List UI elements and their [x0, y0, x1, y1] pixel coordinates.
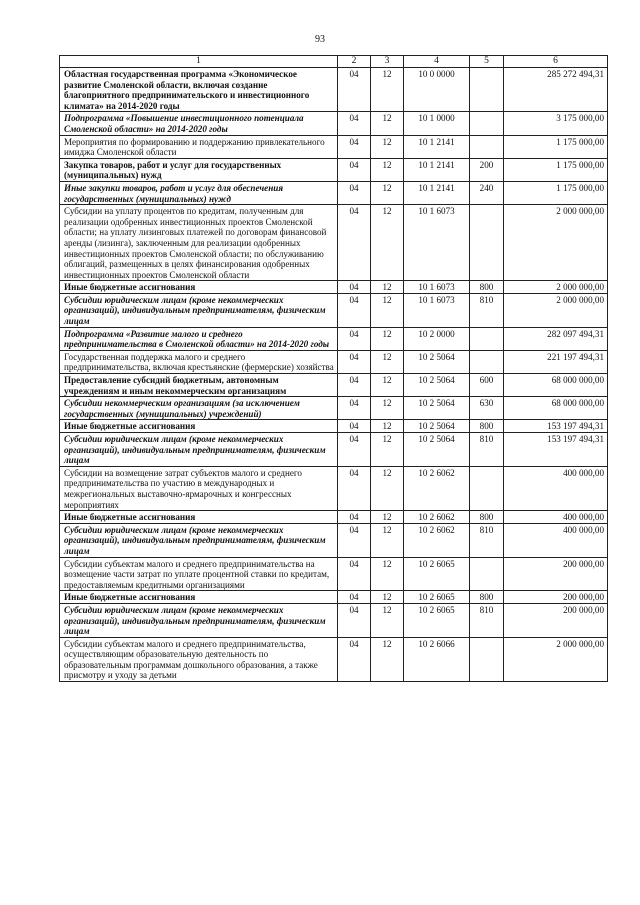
row-section-code: 04 [338, 591, 371, 604]
row-section-code: 04 [338, 112, 371, 135]
row-expense-type [470, 350, 504, 373]
row-section-code: 04 [338, 420, 371, 433]
row-target-article: 10 1 2141 [404, 181, 470, 204]
row-amount: 1 175 000,00 [504, 135, 608, 158]
row-amount: 68 000 000,00 [504, 374, 608, 397]
table-row [60, 397, 608, 420]
row-amount: 400 000,00 [504, 466, 608, 510]
row-name: Субсидии юридическим лицам (кроме некоммерческих организаций), индивидуальным предпринимателям, физическим лицам [60, 293, 338, 327]
row-section-code: 04 [338, 327, 371, 350]
row-subsection-code: 12 [371, 397, 404, 420]
row-section-code: 04 [338, 205, 371, 281]
row-section-code: 04 [338, 293, 371, 327]
row-amount: 2 000 000,00 [504, 293, 608, 327]
row-expense-type: 240 [470, 181, 504, 204]
table-row [60, 327, 608, 350]
row-section-code: 04 [338, 523, 371, 557]
row-subsection-code: 12 [371, 433, 404, 467]
row-target-article: 10 2 5064 [404, 350, 470, 373]
row-target-article: 10 2 6066 [404, 637, 470, 681]
row-target-article: 10 2 6062 [404, 523, 470, 557]
row-amount: 400 000,00 [504, 511, 608, 524]
row-target-article: 10 2 5064 [404, 420, 470, 433]
row-name: Субсидии на возмещение затрат субъектов малого и среднего предпринимательства по участию в международных и межрегиональных выставочно-ярмарочных и конгрессных мероприятиях [60, 466, 338, 510]
row-name: Иные бюджетные ассигнования [60, 281, 338, 294]
row-amount: 2 000 000,00 [504, 205, 608, 281]
row-section-code: 04 [338, 433, 371, 467]
row-target-article: 10 2 5064 [404, 374, 470, 397]
row-expense-type: 810 [470, 523, 504, 557]
row-subsection-code: 12 [371, 281, 404, 294]
row-amount: 1 175 000,00 [504, 158, 608, 181]
table-row [60, 420, 608, 433]
row-name: Подпрограмма «Развитие малого и среднего предпринимательства в Смоленской области» на 2014-2020 годы [60, 327, 338, 350]
row-target-article: 10 1 2141 [404, 135, 470, 158]
row-subsection-code: 12 [371, 293, 404, 327]
row-subsection-code: 12 [371, 350, 404, 373]
row-name: Иные закупки товаров, работ и услуг для обеспечения государственных (муниципальных) нужд [60, 181, 338, 204]
row-name: Субсидии некоммерческим организациям (за исключением государственных (муниципальных) учреждений) [60, 397, 338, 420]
header-col-6: 6 [504, 56, 608, 68]
header-col-2: 2 [338, 56, 371, 68]
row-section-code: 04 [338, 466, 371, 510]
page-number: 93 [315, 34, 325, 45]
row-name: Предоставление субсидий бюджетным, автономным учреждениям и иным некоммерческим организациям [60, 374, 338, 397]
row-section-code: 04 [338, 158, 371, 181]
row-expense-type [470, 466, 504, 510]
row-amount: 400 000,00 [504, 523, 608, 557]
table-row [60, 205, 608, 281]
row-subsection-code: 12 [371, 557, 404, 591]
row-name: Субсидии на уплату процентов по кредитам, полученным для реализации одобренных инвестиционных проектов Смоленской области; на уплату лизинговых платежей по договорам финансовой аренды (лизинга), заключенным для реализации одобренных инвестиционных проектов Смоленской области; по обслуживанию облигаций, размещенных в целях финансирования одобренных инвестиционных проектов Смоленской области [60, 205, 338, 281]
table-row [60, 374, 608, 397]
row-amount: 200 000,00 [504, 557, 608, 591]
row-amount: 3 175 000,00 [504, 112, 608, 135]
row-target-article: 10 2 6065 [404, 591, 470, 604]
table-row [60, 135, 608, 158]
table-row [60, 158, 608, 181]
row-amount: 2 000 000,00 [504, 281, 608, 294]
row-subsection-code: 12 [371, 158, 404, 181]
row-section-code: 04 [338, 557, 371, 591]
row-target-article: 10 0 0000 [404, 68, 470, 112]
row-subsection-code: 12 [371, 135, 404, 158]
row-name: Субсидии юридическим лицам (кроме некоммерческих организаций), индивидуальным предпринимателям, физическим лицам [60, 523, 338, 557]
row-expense-type [470, 205, 504, 281]
row-target-article: 10 2 5064 [404, 433, 470, 467]
row-amount: 200 000,00 [504, 591, 608, 604]
row-subsection-code: 12 [371, 603, 404, 637]
row-section-code: 04 [338, 281, 371, 294]
row-target-article: 10 1 2141 [404, 158, 470, 181]
row-name: Мероприятия по формированию и поддержанию привлекательного имиджа Смоленской области [60, 135, 338, 158]
table-row [60, 112, 608, 135]
row-target-article: 10 2 6065 [404, 603, 470, 637]
row-target-article: 10 1 6073 [404, 293, 470, 327]
table-row [60, 350, 608, 373]
row-section-code: 04 [338, 181, 371, 204]
row-expense-type: 600 [470, 374, 504, 397]
row-amount: 68 000 000,00 [504, 397, 608, 420]
row-subsection-code: 12 [371, 112, 404, 135]
row-target-article: 10 2 6065 [404, 557, 470, 591]
row-expense-type: 810 [470, 293, 504, 327]
row-expense-type [470, 135, 504, 158]
row-amount: 221 197 494,31 [504, 350, 608, 373]
table-row [60, 281, 608, 294]
row-expense-type [470, 68, 504, 112]
row-name: Иные бюджетные ассигнования [60, 420, 338, 433]
row-name: Субсидии юридическим лицам (кроме некоммерческих организаций), индивидуальным предпринимателям, физическим лицам [60, 433, 338, 467]
row-amount: 282 097 494,31 [504, 327, 608, 350]
row-subsection-code: 12 [371, 466, 404, 510]
header-col-1: 1 [60, 56, 338, 68]
row-amount: 200 000,00 [504, 603, 608, 637]
table-row [60, 557, 608, 591]
row-name: Субсидии юридическим лицам (кроме некоммерческих организаций), индивидуальным предпринимателям, физическим лицам [60, 603, 338, 637]
row-target-article: 10 2 6062 [404, 511, 470, 524]
header-col-3: 3 [371, 56, 404, 68]
row-name: Субсидии субъектам малого и среднего предпринимательства на возмещение части затрат по уплате процентной ставки по кредитам, предоставляемым кредитными организациями [60, 557, 338, 591]
table-row [60, 293, 608, 327]
row-name: Закупка товаров, работ и услуг для государственных (муниципальных) нужд [60, 158, 338, 181]
row-subsection-code: 12 [371, 637, 404, 681]
row-amount: 285 272 494,31 [504, 68, 608, 112]
row-expense-type [470, 637, 504, 681]
row-section-code: 04 [338, 350, 371, 373]
row-amount: 1 175 000,00 [504, 181, 608, 204]
row-section-code: 04 [338, 603, 371, 637]
row-expense-type [470, 327, 504, 350]
row-expense-type: 800 [470, 420, 504, 433]
row-expense-type [470, 557, 504, 591]
row-subsection-code: 12 [371, 523, 404, 557]
row-name: Подпрограмма «Повышение инвестиционного потенциала Смоленской области» на 2014-2020 годы [60, 112, 338, 135]
header-row [60, 56, 608, 68]
table-row [60, 433, 608, 467]
row-expense-type: 810 [470, 603, 504, 637]
row-subsection-code: 12 [371, 205, 404, 281]
row-target-article: 10 1 6073 [404, 281, 470, 294]
row-target-article: 10 2 6062 [404, 466, 470, 510]
row-section-code: 04 [338, 637, 371, 681]
row-target-article: 10 2 0000 [404, 327, 470, 350]
row-section-code: 04 [338, 135, 371, 158]
table-row [60, 591, 608, 604]
table-row [60, 603, 608, 637]
row-name: Областная государственная программа «Экономическое развитие Смоленской области, включая создание благоприятного предпринимательского и инвестиционного климата» на 2014-2020 годы [60, 68, 338, 112]
row-expense-type: 200 [470, 158, 504, 181]
row-name: Государственная поддержка малого и среднего предпринимательства, включая крестьянские (фермерские) хозяйства [60, 350, 338, 373]
row-subsection-code: 12 [371, 591, 404, 604]
row-subsection-code: 12 [371, 181, 404, 204]
table-row [60, 68, 608, 112]
table-row [60, 466, 608, 510]
budget-table [59, 55, 608, 682]
row-expense-type [470, 112, 504, 135]
row-subsection-code: 12 [371, 420, 404, 433]
row-subsection-code: 12 [371, 374, 404, 397]
row-name: Субсидии субъектам малого и среднего предпринимательства, осуществляющим образовательную деятельность по образовательным программам дошкольного образования, а также присмотру и уходу за детьми [60, 637, 338, 681]
row-expense-type: 630 [470, 397, 504, 420]
row-target-article: 10 2 5064 [404, 397, 470, 420]
row-subsection-code: 12 [371, 327, 404, 350]
header-col-4: 4 [404, 56, 470, 68]
row-subsection-code: 12 [371, 68, 404, 112]
row-section-code: 04 [338, 397, 371, 420]
row-amount: 153 197 494,31 [504, 433, 608, 467]
table-row [60, 181, 608, 204]
row-expense-type: 800 [470, 511, 504, 524]
header-col-5: 5 [470, 56, 504, 68]
row-section-code: 04 [338, 511, 371, 524]
table-row [60, 523, 608, 557]
row-subsection-code: 12 [371, 511, 404, 524]
row-expense-type: 800 [470, 281, 504, 294]
row-amount: 2 000 000,00 [504, 637, 608, 681]
row-section-code: 04 [338, 374, 371, 397]
row-target-article: 10 1 6073 [404, 205, 470, 281]
table-row [60, 511, 608, 524]
row-section-code: 04 [338, 68, 371, 112]
row-expense-type: 800 [470, 591, 504, 604]
row-expense-type: 810 [470, 433, 504, 467]
row-name: Иные бюджетные ассигнования [60, 511, 338, 524]
table-row [60, 637, 608, 681]
row-amount: 153 197 494,31 [504, 420, 608, 433]
row-target-article: 10 1 0000 [404, 112, 470, 135]
row-name: Иные бюджетные ассигнования [60, 591, 338, 604]
